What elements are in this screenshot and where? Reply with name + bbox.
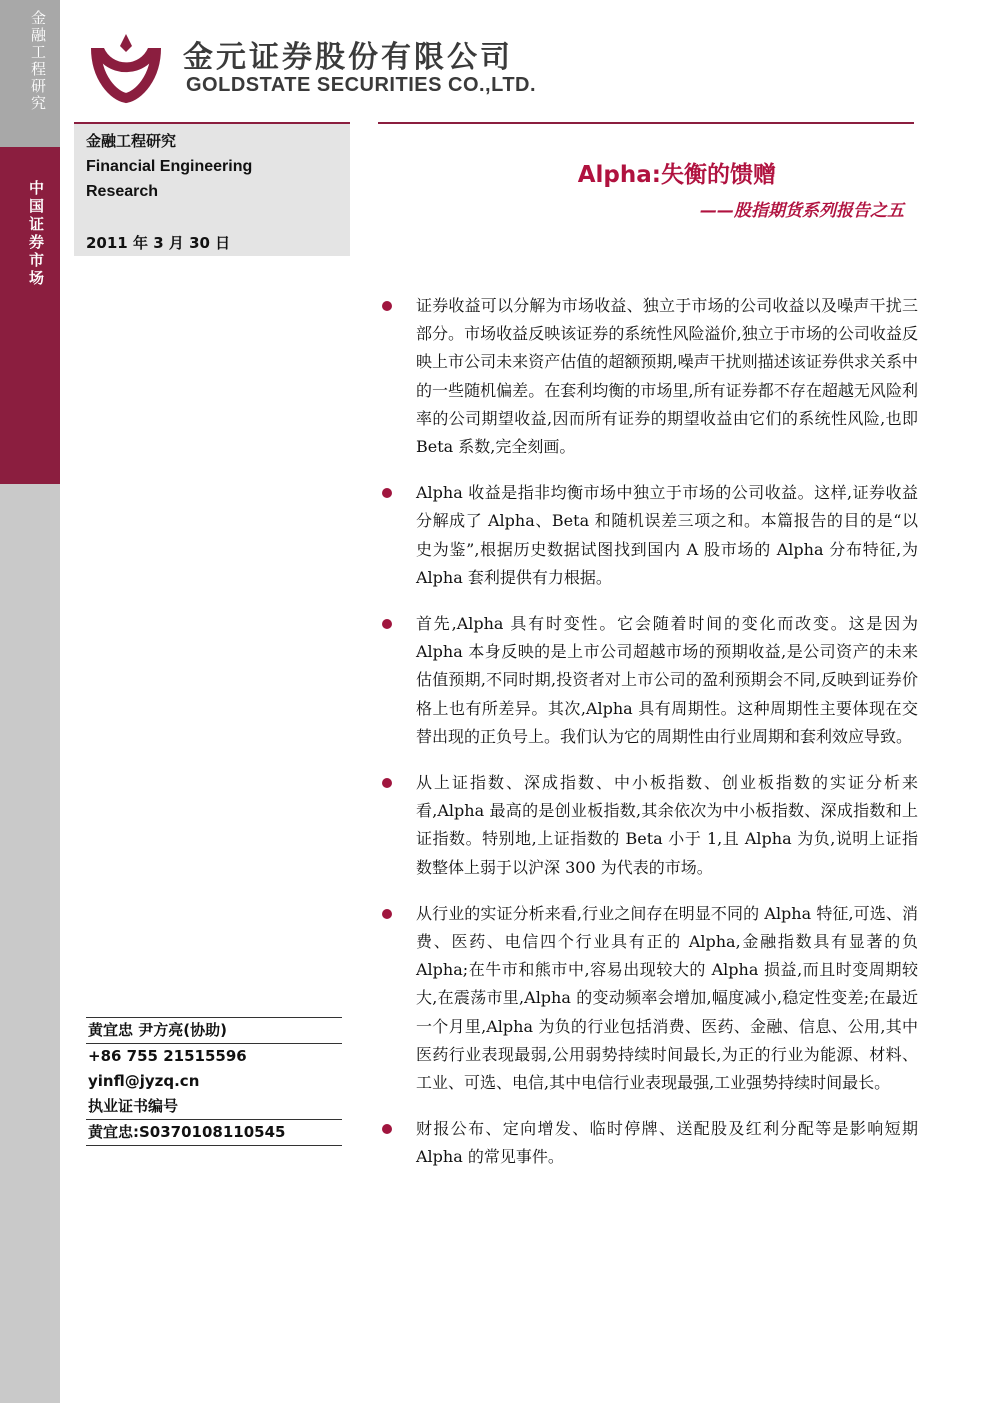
report-date: 2011 年 3 月 30 日 (86, 234, 231, 252)
analyst-contact (86, 1017, 342, 1146)
company-logo-icon (86, 26, 166, 106)
summary-list (378, 292, 918, 1190)
company-name-cn: 金元证券股份有限公司 (183, 40, 513, 75)
bullet-text: 财报公布、定向增发、临时停牌、送配股及红利分配等是影响短期 Alpha 的常见事件。 (416, 1119, 918, 1167)
list-item (378, 1115, 918, 1171)
bullet-text: 证券收益可以分解为市场收益、独立于市场的公司收益以及噪声干扰三部分。市场收益反映该证券的系统性风险溢价,独立于市场的公司收益反映上市公司未来资产估值的超额预期,噪声干扰则描述该证券供求关系中的一些随机偏差。在套利均衡的市场里,所有证券都不存在超越无风险利率的公司期望收益,因而所有证券的期望收益由它们的系统性风险,也即 Beta 系数,完全刻画。 (416, 296, 918, 457)
bullet-text: 从行业的实证分析来看,行业之间存在明显不同的 Alpha 特征,可选、消费、医药、电信四个行业具有正的 Alpha,金融指数具有显著的负 Alpha;在牛市和熊市中,容易出现较大的 Alpha 损益,而且时变周期较大,在震荡市里,Alpha 的变动频率会增加,幅度减小,稳定性变差;在最近一个月里,Alpha 为负的行业包括消费、医药、金融、信息、公用,其中医药行业表现最弱,公用弱势持续时间最长,为正的行业为能源、材料、工业、可选、电信,其中电信行业表现最强,工业强势持续时间最长。 (416, 903, 918, 1093)
list-item (378, 769, 918, 882)
bullet-icon (382, 778, 392, 788)
analyst-names: 黄宜忠 尹方亮(协助) (86, 1017, 342, 1044)
bullet-text: 从上证指数、深成指数、中小板指数、创业板指数的实证分析来看,Alpha 最高的是创业板指数,其余依次为中小板指数、深成指数和上证指数。特别地,上证指数的 Beta 小于 1,且 Alpha 为负,说明上证指数整体上弱于以沪深 300 为代表的市场。 (416, 773, 918, 877)
list-item (378, 479, 918, 592)
report-title: Alpha:失衡的馈赠 (577, 162, 776, 188)
report-subtitle: ——股指期货系列报告之五 (700, 201, 904, 221)
certificate-number: 黄宜忠:S0370108110545 (86, 1120, 342, 1146)
sidebar-top-label: 金融工程研究 (29, 10, 47, 112)
bullet-text: 首先,Alpha 具有时变性。它会随着时间的变化而改变。这是因为 Alpha 本身反映的是上市公司超越市场的预期收益,是公司资产的未来估值预期,不同时期,投资者对上市公司的盈利预期会不同,反映到证券价格上也有所差异。其次,Alpha 具有周期性。这种周期性主要体现在交替出现的正负号上。我们认为它的周期性由行业周期和套利效应导致。 (416, 614, 918, 746)
list-item (378, 900, 918, 1097)
bullet-icon (382, 488, 392, 498)
bullet-icon (382, 619, 392, 629)
bullet-icon (382, 301, 392, 311)
bullet-text: Alpha 收益是指非均衡市场中独立于市场的公司收益。这样,证券收益分解成了 Alpha、Beta 和随机误差三项之和。本篇报告的目的是“以史为鉴”,根据历史数据试图找到国内 A 股市场的 Alpha 分布特征,为 Alpha 套利提供有力根据。 (416, 483, 918, 587)
sidebar-section-label: 中国证券市场 (27, 180, 45, 288)
bullet-icon (382, 1124, 392, 1134)
certificate-label: 执业证书编号 (86, 1094, 342, 1120)
category-label-cn: 金融工程研究 (86, 132, 177, 150)
report-category-box (74, 122, 350, 256)
category-label-en: Financial Engineering Research (86, 158, 253, 200)
analyst-phone: +86 755 21515596 (88, 1047, 247, 1065)
bullet-icon (382, 909, 392, 919)
list-item (378, 292, 918, 461)
title-divider (378, 122, 914, 124)
sidebar-bottom-band (0, 484, 60, 1403)
company-name-en: GOLDSTATE SECURITIES CO.,LTD. (186, 74, 537, 96)
analyst-email[interactable]: yinfl@jyzq.cn (88, 1072, 200, 1090)
list-item (378, 610, 918, 751)
